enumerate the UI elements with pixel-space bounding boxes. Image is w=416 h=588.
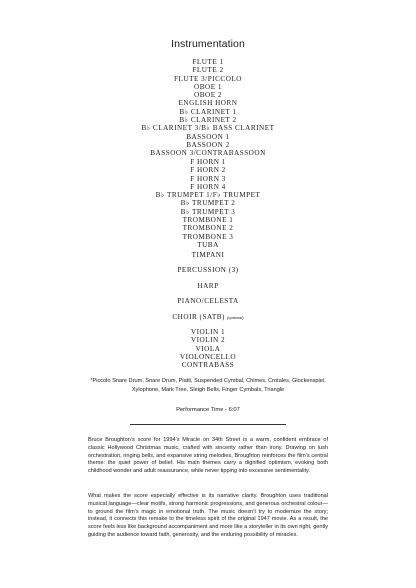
description-paragraph: Bruce Broughton’s score for 1994’s Miracle on 34th Street is a warm, confident embrace of classic Hollywood Christmas music, crafted with sincerity rather than irony. Drawing on lush orchestration, ringing bells, and expansive string melodies, Broughton reinforces the film’s central theme: the quiet power of belief. His main themes carry a dignified optimism, evoking both childhood wonder and adult reassurance, while never tipping into excessive sentimentality. xyxy=(88,437,328,474)
instrument-line: FLUTE 2 xyxy=(192,66,224,75)
instrument-line: F HORN 4 xyxy=(190,182,226,191)
instrument-line: B♭ TRUMPET 2 xyxy=(180,199,236,208)
harp-line: HARP xyxy=(197,282,219,290)
instrument-line: F HORN 1 xyxy=(190,158,226,166)
instrument-line: VIOLONCELLO xyxy=(179,352,237,361)
instrument-line: B♭ CLARINET 2 xyxy=(179,116,237,125)
instrument-line: OBOE 1 xyxy=(194,82,222,91)
instrument-line: VIOLIN 1 xyxy=(190,328,226,336)
instrument-line: TROMBONE 2 xyxy=(182,224,234,233)
percussion-footnote: *Piccolo Snare Drum, Snare Drum, Piatti, Suspended Cymbal, Chimes, Crotales, Glockenspiel, Xylophone, Mark Tree, Sleigh Bells, Finger Cymbals, Triangle xyxy=(90,378,326,393)
timpani-line: TIMPANI xyxy=(191,251,225,259)
instrument-line: FLUTE 3/PICCOLO xyxy=(174,74,242,83)
page-title: Instrumentation xyxy=(171,38,245,50)
instrument-line: CONTRABASS xyxy=(181,361,235,370)
instrument-line: VIOLA xyxy=(195,344,221,353)
instrument-line: BASSOON 3/CONTRABASSOON xyxy=(150,149,266,158)
instrument-line: ENGLISH HORN xyxy=(178,99,238,108)
brass-list xyxy=(0,158,416,249)
instrument-line: B♭ CLARINET 3/B♭ BASS CLARINET xyxy=(141,124,275,133)
instrument-line: TROMBONE 1 xyxy=(182,216,234,225)
choir-line xyxy=(0,313,416,322)
piano-line: PIANO/CELESTA xyxy=(177,297,239,305)
instrument-line: OBOE 2 xyxy=(194,91,222,100)
instrument-line: TUBA xyxy=(197,240,219,249)
strings-list xyxy=(0,328,416,369)
instrument-line: B♭ TRUMPET 1/F♭ TRUMPET xyxy=(155,191,261,200)
instrument-line: F HORN 3 xyxy=(190,174,226,183)
description-paragraph: What makes the score especially effective is its narrative clarity. Broughton uses traditional musical language—clear motifs, strong harmonic progressions, and generous orchestral colour—to ground the film’s magic in emotional truth. The music doesn’t try to modernize the story; instead, it connects this remake to the timeless spirit of the original 1947 movie. As a result, the score feels less like background accompaniment and more like a storyteller in its own right, gently guiding the audience toward faith, generosity, and the enduring possibility of miracles. xyxy=(88,493,328,538)
choir-label: CHOIR (SATB) xyxy=(172,313,225,321)
performance-time: Performance Time - 6:07 xyxy=(176,407,240,413)
instrument-line: F HORN 2 xyxy=(190,166,226,175)
instrument-line: BASSOON 2 xyxy=(186,140,230,149)
instrument-line: B♭ TRUMPET 3 xyxy=(180,207,236,216)
instrument-line: TROMBONE 3 xyxy=(182,232,234,241)
instrument-line: FLUTE 1 xyxy=(192,58,224,66)
choir-optional-note: (optional) xyxy=(226,315,244,320)
instrument-line: B♭ CLARINET 1 xyxy=(179,107,237,116)
instrument-line: VIOLIN 2 xyxy=(190,336,226,345)
divider-rule xyxy=(130,424,286,425)
instrument-line: BASSOON 1 xyxy=(186,132,230,141)
percussion-line: PERCUSSION (3) xyxy=(177,266,239,274)
woodwinds-list xyxy=(0,58,416,158)
